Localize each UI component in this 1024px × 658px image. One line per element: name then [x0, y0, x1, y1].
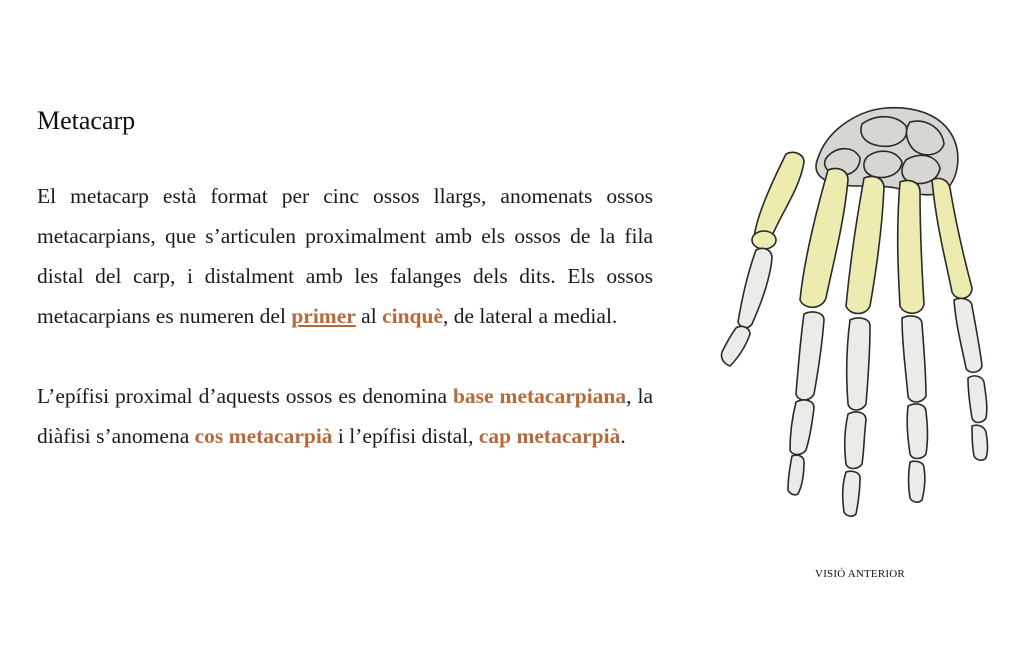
paragraph-parts-text: L’epífisi proximal d’aquests ossos es denomina — [37, 384, 453, 408]
paragraph-intro — [37, 176, 653, 336]
paragraph-intro-text: El metacarp està format per cinc ossos llargs, anomenats ossos metacarpians, que s’articulen proximalment amb els ossos de la fila distal del carp, i distalment amb les falanges dels dits. Els ossos metacarpians es numeren del — [37, 184, 653, 328]
paragraph-parts — [37, 376, 653, 456]
paragraph-parts-mid1: , la diàfisi s’anomena — [37, 384, 653, 448]
term-base-metacarpiana: base metacarpiana — [452, 384, 627, 408]
paragraph-intro-end: , de lateral a medial. — [443, 304, 618, 328]
link-cinque[interactable]: cinquè — [382, 304, 443, 328]
hand-skeleton-illustration — [700, 84, 1020, 584]
paragraph-parts-end: . — [620, 424, 626, 448]
link-primer[interactable]: primer — [291, 304, 356, 328]
figure-caption: VISIÓ ANTERIOR — [815, 568, 905, 580]
term-cap-metacarpia: cap metacarpià — [478, 424, 621, 448]
paragraph-parts-mid2: i l’epífisi distal, — [332, 424, 479, 448]
content-column — [37, 106, 653, 456]
term-cos-metacarpia: cos metacarpià — [194, 424, 333, 448]
paragraph-intro-mid: al — [355, 304, 383, 328]
page-title: Metacarp — [37, 106, 136, 135]
